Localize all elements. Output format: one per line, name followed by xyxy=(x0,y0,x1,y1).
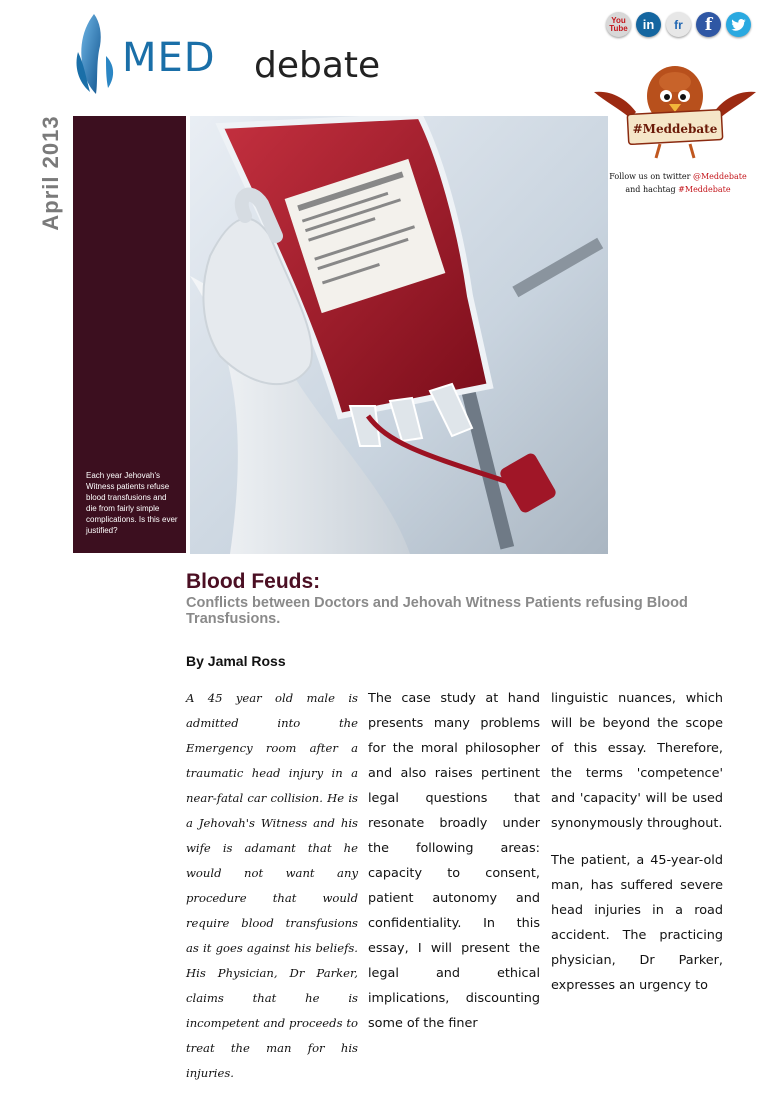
column-3-paragraph-1: linguistic nuances, which will be beyond the scope of this essay. Therefore, the terms 'competence' and 'capacity' will be used synonymously throughout. xyxy=(551,691,723,831)
article-column-3 xyxy=(551,686,723,1010)
med-debate-logo-icon xyxy=(72,12,120,96)
flickr-icon[interactable]: fr xyxy=(666,12,691,37)
blood-bag-photo xyxy=(190,116,608,554)
follow-prefix: Follow us on twitter xyxy=(609,172,693,181)
issue-date: April 2013 xyxy=(38,115,63,231)
youtube-icon[interactable]: You Tube xyxy=(606,12,631,37)
mascot-sign-text: #Meddebate xyxy=(632,122,718,136)
column-2-text: The case study at hand presents many problems for the moral philosopher and also raises pertinent legal questions that resonate broadly under the following areas: capacity to consent, patient autonomy and confidentiality. In this essay, I will present the legal and ethical implications, discounting some of the finer xyxy=(368,691,540,1031)
linkedin-icon[interactable]: in xyxy=(636,12,661,37)
bird-mascot-icon xyxy=(590,62,760,172)
cover-caption: Each year Jehovah's Witness patients refuse blood transfusions and die from fairly simple complications. Is this ever justified? xyxy=(86,471,178,535)
twitter-follow-note xyxy=(598,170,758,196)
hashtag-prefix: and hachtag xyxy=(625,185,679,194)
hashtag-link[interactable]: #Meddebate xyxy=(678,185,731,194)
article-subtitle: Conflicts between Doctors and Jehovah Witness Patients refusing Blood Transfusions. xyxy=(186,595,688,627)
article-title: Blood Feuds: xyxy=(186,570,321,593)
twitter-handle-link[interactable]: @Meddebate xyxy=(692,172,747,181)
article-column-1 xyxy=(186,686,358,1098)
brand-med: MED xyxy=(122,35,216,81)
column-3-paragraph-2: The patient, a 45-year-old man, has suffered severe head injuries in a road accident. The practicing physician, Dr Parker, expresses an urgency to xyxy=(551,853,723,993)
column-1-text: A 45 year old male is admitted into the Emergency room after a traumatic head injury in a near-fatal car collision. He is a Jehovah's Witness and his wife is adamant that he would not want any procedure that would require blood transfusions as it goes against his beliefs. His Physician, Dr Parker, claims that he is incompetent and proceeds to treat the man for his injuries. xyxy=(186,691,358,1080)
article-column-2 xyxy=(368,686,540,1048)
article-byline: By Jamal Ross xyxy=(186,653,286,669)
brand-debate: debate xyxy=(254,45,381,86)
facebook-icon[interactable]: f xyxy=(696,12,721,37)
twitter-icon[interactable] xyxy=(726,12,751,37)
